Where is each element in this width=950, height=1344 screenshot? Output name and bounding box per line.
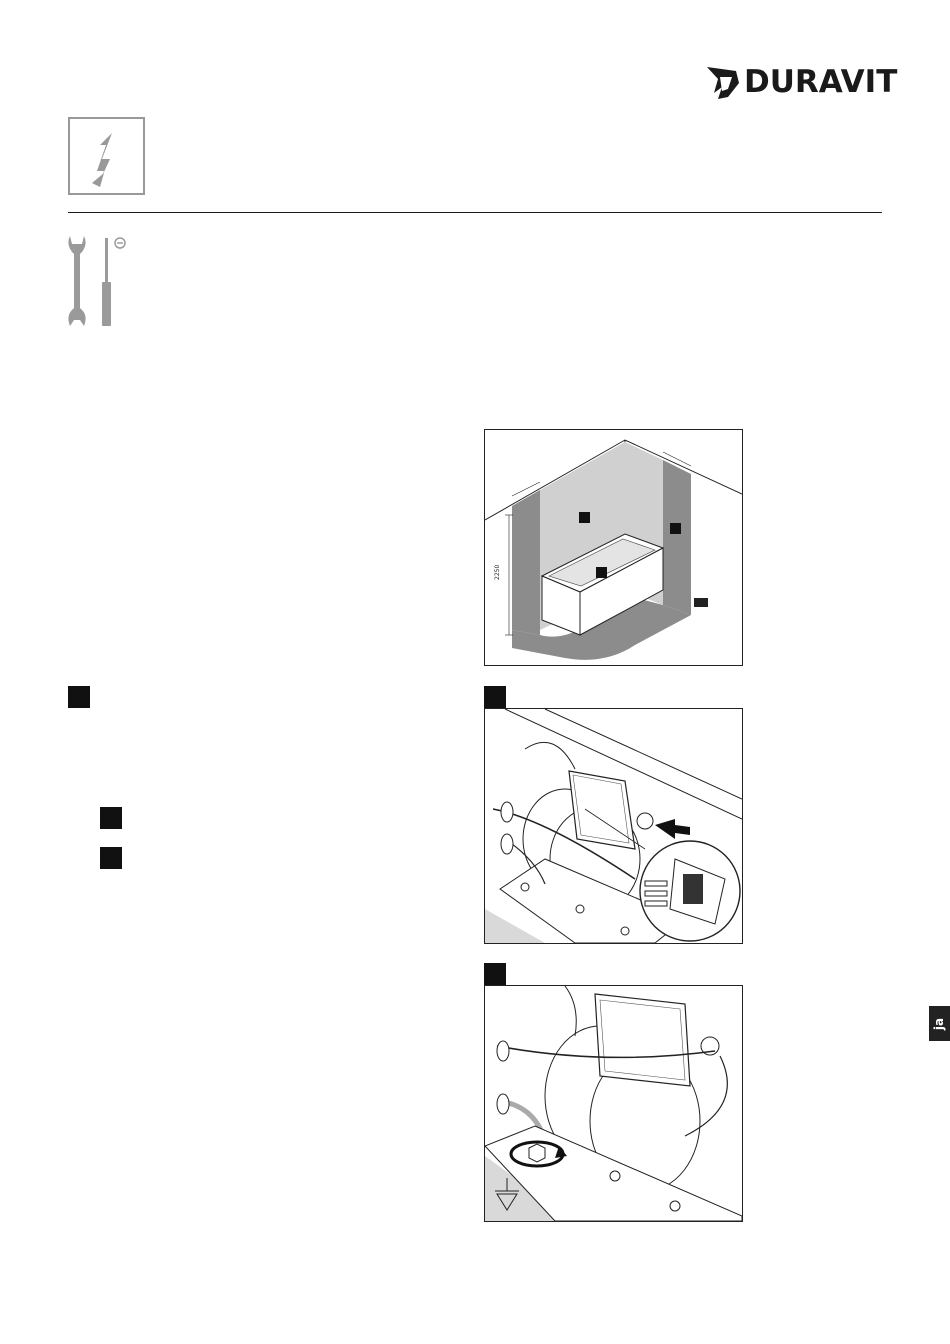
wrench-screwdriver-icon — [64, 232, 130, 328]
lightning-bolt-icon — [70, 119, 143, 193]
step-marker-1 — [68, 686, 90, 708]
duravit-logo — [706, 62, 897, 102]
duravit-bird-logo-icon — [706, 63, 740, 101]
figure-tag-wiring — [484, 686, 506, 708]
height-dimension-label: 2250 — [494, 564, 501, 580]
wiring-figure — [484, 708, 743, 944]
language-tab[interactable] — [929, 1006, 950, 1041]
electrical-warning-box — [68, 117, 145, 195]
bathroom-zone-figure — [484, 429, 743, 666]
step-marker-3 — [100, 847, 122, 869]
earth-connection-figure — [484, 985, 743, 1222]
step-marker-2 — [100, 807, 122, 829]
junction-box-wiring-icon — [485, 709, 742, 943]
figure-tag-earth — [484, 963, 506, 985]
language-tab-label: ja — [932, 1017, 947, 1030]
earth-ground-screw-icon — [485, 986, 742, 1221]
bathroom-protection-zones-icon — [485, 430, 742, 665]
header-divider — [68, 212, 882, 213]
brand-name: DURAVIT — [744, 64, 898, 100]
